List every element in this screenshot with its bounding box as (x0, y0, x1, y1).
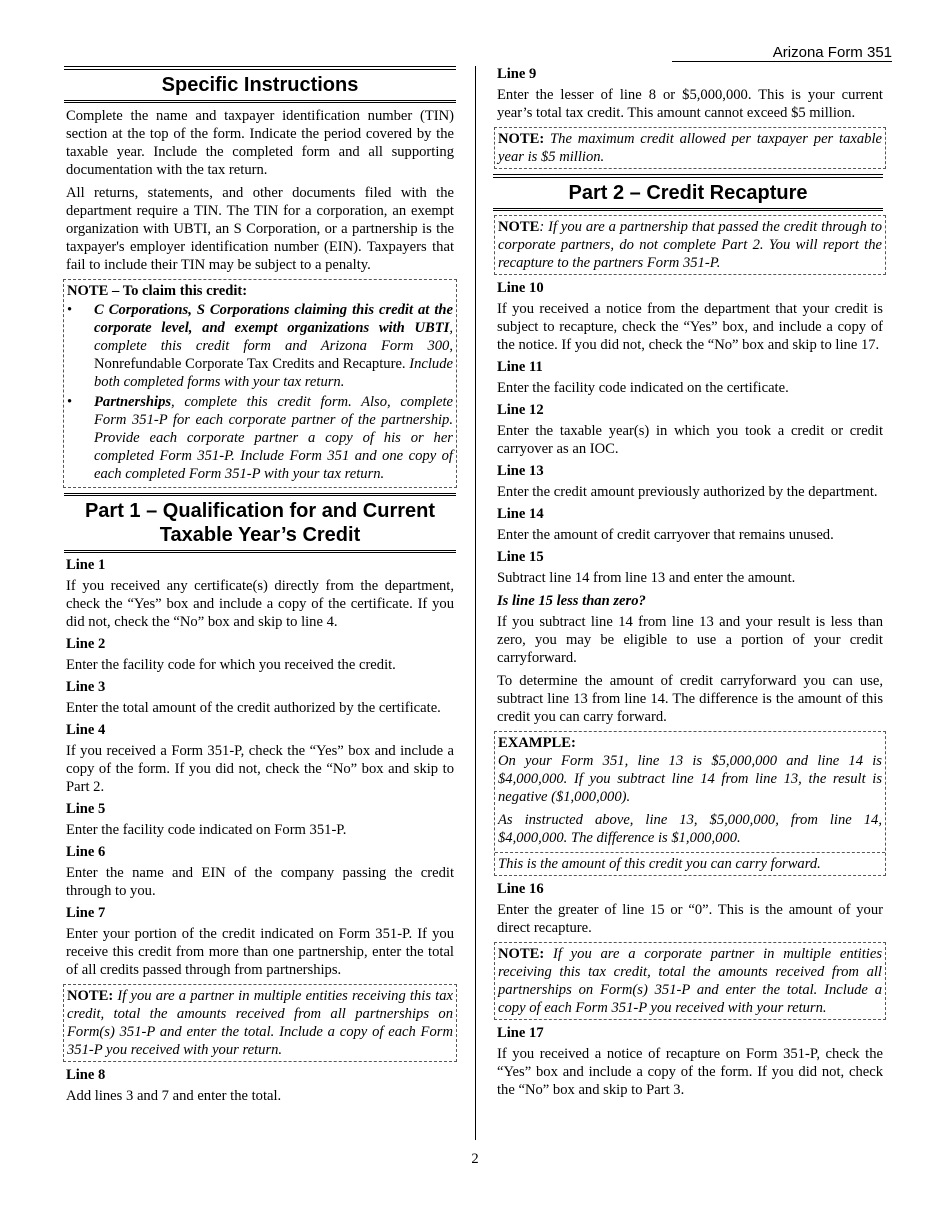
note-text: If you are a corporate partner in multiple entities receiving this tax credit, total the amounts received from all partnerships on Form(s) 351-P and enter the total. Include a copy of each Form 351-P you received with your return. (498, 946, 882, 1016)
bullet-dot-icon: • (67, 302, 73, 318)
specific-paragraph-2: All returns, statements, and other documents filed with the department require a TIN. The TIN for a corporation, an exempt organization with UBTI, an S Corporation, or a partnership is the taxpayer's employer identification number (EIN). Taxpayers that fail to include their TIN may be subject to a penalty. (66, 185, 454, 273)
section-title-part1 (64, 493, 456, 553)
line-label: Line 3 (66, 679, 106, 695)
note-head: NOTE (498, 219, 540, 235)
line-label: Line 4 (66, 722, 106, 738)
bullet2-bold: Partnerships (94, 394, 172, 410)
line-text: Enter the taxable year(s) in which you took a credit or credit carryover as an IOC. (497, 423, 883, 457)
note-head: NOTE: (67, 988, 114, 1004)
specific-paragraph-1: Complete the name and taxpayer identification number (TIN) section at the top of the form. Indicate the period covered by the taxable year. Include the completed form and all supporting documentation with the tax return. (66, 108, 454, 178)
section-title-specific-instructions: Specific Instructions (64, 66, 456, 103)
example-divider (495, 852, 885, 853)
line-label: Line 12 (497, 402, 544, 418)
part1-title-line2: Taxable Year’s Credit (159, 524, 361, 546)
line-text: Enter the name and EIN of the company passing the credit through to you. (66, 865, 454, 899)
line-text: Enter the facility code indicated on the certificate. (497, 380, 789, 396)
bullet2-rest: , complete this credit form. Also, complete Form 351-P for each corporate partner of the partnership. Provide each corporate partner a copy of his or her completed Form 351-P. Include Form 351 and one copy of each completed Form 351-P with your tax return. (94, 394, 453, 482)
note-text: : If you are a partnership that passed the credit through to corporate partners, do not complete Part 2. You will report the recapture to the partners Form 351-P. (498, 219, 882, 271)
line-label: Line 8 (66, 1067, 106, 1083)
line-text: Enter the facility code for which you received the credit. (66, 657, 396, 673)
line-text: Enter your portion of the credit indicated on Form 351-P. If you receive this credit from more than one partnership, enter the total of all credits passed through from partnerships. (66, 926, 454, 978)
note-part2 (494, 215, 886, 275)
bullet-dot-icon: • (67, 394, 73, 410)
line-label: Line 16 (497, 881, 544, 897)
example-box (494, 731, 886, 876)
line-text: Enter the total amount of the credit authorized by the certificate. (66, 700, 441, 716)
note-claim-head: NOTE – To claim this credit: (67, 283, 248, 299)
section-title-part2: Part 2 – Credit Recapture (493, 174, 883, 211)
line-label: Line 2 (66, 636, 106, 652)
line-text: Add lines 3 and 7 and enter the total. (66, 1088, 282, 1104)
line-text: If you received a notice of recapture on Form 351-P, check the “Yes” box and include a copy of the form. If you did not, check the “No” box and skip to Part 3. (497, 1046, 883, 1098)
column-divider (475, 66, 476, 1140)
note-line16 (494, 942, 886, 1020)
form-id: Arizona Form 351 (672, 44, 892, 62)
note-claim-credit (63, 279, 457, 488)
line-text: If you received any certificate(s) directly from the department, check the “Yes” box and include a copy of the certificate. If you did not, check the “No” box and skip to line 4. (66, 578, 454, 630)
example-head: EXAMPLE: (498, 735, 576, 751)
line-label: Line 11 (497, 359, 543, 375)
line-text: Enter the amount of credit carryover that remains unused. (497, 527, 834, 543)
line-text: If you received a notice from the department that your credit is subject to recapture, check the “Yes” box, and include a copy of the notice. If you did not, check the “No” box and skip to line 17. (497, 301, 883, 353)
left-column (66, 66, 454, 1110)
right-column (497, 66, 883, 1104)
line-label: Line 1 (66, 557, 106, 573)
line-label: Line 15 (497, 549, 544, 565)
claim-bullet-list (67, 301, 453, 483)
line-text: Enter the facility code indicated on Form 351-P. (66, 822, 347, 838)
bullet1-tail: Include both completed forms with your tax return. (94, 356, 453, 390)
example-paragraph-1: On your Form 351, line 13 is $5,000,000 and line 14 is $4,000,000. If you subtract line 14 from line 13, the result is negative ($1,000,000). (498, 753, 882, 805)
bullet1-bold: C Corporations, S Corporations claiming this credit at the corporate level, and exempt organizations with UBTI (94, 302, 453, 336)
example-paragraph-3: This is the amount of this credit you can carry forward. (498, 856, 821, 872)
line-label: Line 14 (497, 506, 544, 522)
line-label: Line 6 (66, 844, 106, 860)
line-label: Line 9 (497, 66, 537, 82)
line-label: Line 17 (497, 1025, 544, 1041)
bullet-corporations (67, 301, 453, 391)
note-line9 (494, 127, 886, 169)
line-label: Line 5 (66, 801, 106, 817)
question-paragraph-2: To determine the amount of credit carryforward you can use, subtract line 13 from line 14. The difference is the amount of this credit you can carry forward. (497, 673, 883, 725)
line-label: Line 10 (497, 280, 544, 296)
bullet1-plain: , Nonrefundable Corporate Tax Credits and Recapture. (94, 338, 453, 372)
bullet1-italic: , complete this credit form and Arizona Form 300 (94, 320, 453, 354)
line-text: Enter the greater of line 15 or “0”. This is the amount of your direct recapture. (497, 902, 883, 936)
note-head: NOTE: (498, 946, 545, 962)
note-line7 (63, 984, 457, 1062)
line-text: If you received a Form 351-P, check the “Yes” box and include a copy of the form. If you did not, check the “No” box and skip to Part 2. (66, 743, 454, 795)
note-text: If you are a partner in multiple entities receiving this tax credit, total the amounts received from all partnerships on Form(s) 351-P and enter the total. Include a copy of each Form 351-P you received with your return. (67, 988, 453, 1058)
line-label: Line 7 (66, 905, 106, 921)
line-text: Enter the lesser of line 8 or $5,000,000. This is your current year’s total tax credit. This amount cannot exceed $5 million. (497, 87, 883, 121)
question-paragraph-1: If you subtract line 14 from line 13 and your result is less than zero, you may be eligible to use a portion of your credit carryforward. (497, 614, 883, 666)
question-line15: Is line 15 less than zero? (497, 593, 646, 609)
note-head: NOTE: (498, 131, 545, 147)
bullet-partnerships (67, 393, 453, 483)
example-paragraph-2: As instructed above, line 13, $5,000,000, from line 14, $4,000,000. The difference is $1,000,000. (498, 812, 882, 846)
part1-title-line1: Part 1 – Qualification for and Current (84, 500, 436, 522)
page-number: 2 (471, 1151, 479, 1167)
line-text: Subtract line 14 from line 13 and enter the amount. (497, 570, 796, 586)
note-text: The maximum credit allowed per taxpayer per taxable year is $5 million. (498, 131, 882, 165)
line-text: Enter the credit amount previously authorized by the department. (497, 484, 878, 500)
line-label: Line 13 (497, 463, 544, 479)
